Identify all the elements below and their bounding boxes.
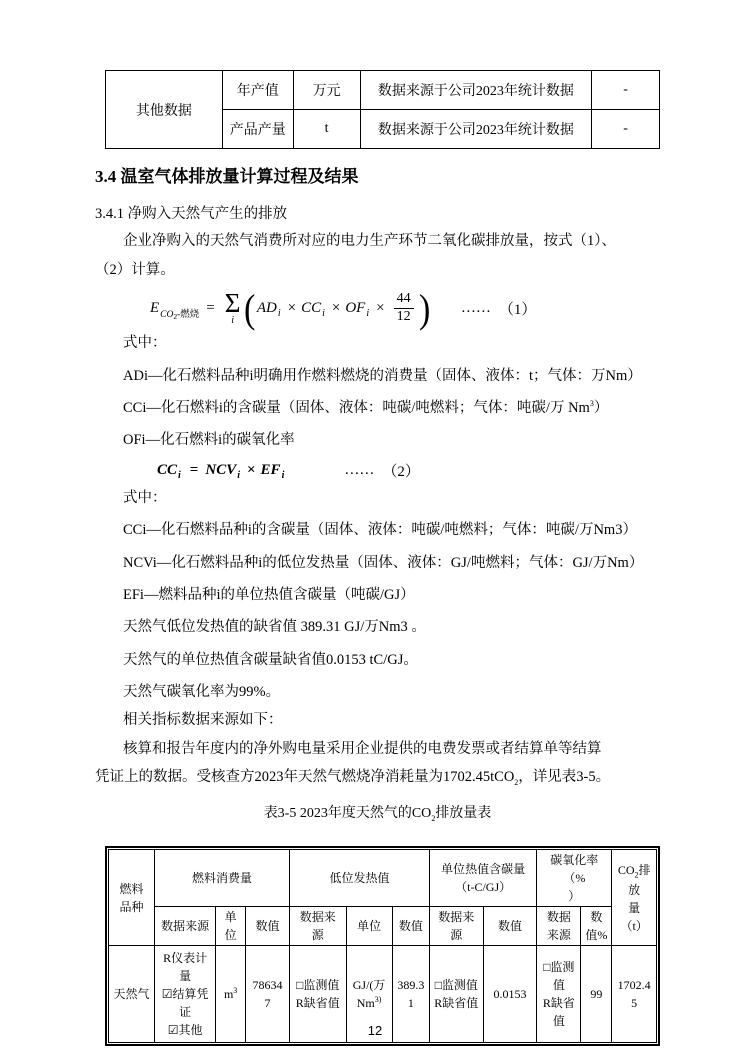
definition-line: 天然气碳氧化率为99%。 [123, 683, 281, 700]
equals-sign: = [189, 461, 199, 478]
ncv-source-cell: □监测值 R缺省值 [290, 946, 347, 1043]
formula-term: $AD_i$ [256, 300, 281, 320]
subheader-cell: 单位 [346, 907, 392, 946]
times-sign: × [246, 461, 256, 478]
formula-1 [150, 285, 660, 331]
formula-term: $CC_i$ [301, 300, 325, 320]
subheader-cell: 数据来源 [290, 907, 347, 946]
times-sign: × [331, 300, 341, 317]
open-paren: ( [244, 285, 256, 331]
source-note: 相关指标数据来源如下： [123, 712, 283, 729]
formula-term: $NCV_i$ [205, 461, 240, 481]
where-label: 式中： [123, 335, 167, 352]
definition-line: NCVi—化石燃料品种i的低位发热量（固体、液体：GJ/吨燃料；气体：GJ/万Nm） [123, 554, 644, 571]
formula-number: （1） [498, 302, 537, 319]
carbon-source-cell: □监测值 R缺省值 [429, 946, 483, 1043]
subheader-cell: 数据来源 [537, 907, 581, 946]
value-cell: - [592, 71, 660, 110]
subsection-heading: 3.4.1 净购入天然气产生的排放 [95, 206, 288, 222]
definition-line: 天然气的单位热值含碳量缺省值0.0153 tC/GJ。 [123, 651, 418, 668]
fraction: $\frac{44}{12}$ [394, 291, 414, 326]
unit-cell: t [293, 110, 360, 149]
equals-sign: = [206, 300, 215, 317]
carbon-value-cell: 0.0153 [483, 946, 537, 1043]
table-subheader-row [109, 907, 657, 946]
group-label-cell: 其他数据 [106, 71, 223, 149]
times-sign: × [376, 300, 385, 317]
formula-2 [157, 460, 660, 481]
subheader-cell: 数值% [581, 907, 612, 946]
source-cell: 数据来源于公司2023年统计数据 [360, 110, 592, 149]
header-consumption: 燃料消费量 [154, 850, 289, 907]
emission-table [105, 846, 660, 1046]
subheader-cell: 数值 [245, 907, 289, 946]
formula-term: $EF_i$ [260, 461, 285, 481]
page-number: 12 [367, 1023, 383, 1038]
indicator-cell: 产品产量 [222, 110, 293, 149]
subheader-cell: 数值 [483, 907, 537, 946]
paragraph-line: 企业净购入的天然气消费所对应的电力生产环节二氧化碳排放量，按式（1）、 [123, 233, 616, 249]
times-sign: × [287, 300, 297, 317]
unit-cell: 万元 [293, 71, 360, 110]
definition-line: 天然气低位发热值的缺省值 389.31 GJ/万Nm3 。 [123, 619, 426, 636]
indicator-cell: 年产值 [222, 71, 293, 110]
consumption-value-cell: 786347 [245, 946, 289, 1043]
sum-symbol: Σ i [224, 288, 241, 327]
header-fuel: 燃料 品种 [109, 850, 155, 946]
consumption-source-cell: R仪表计量 ☑结算凭证 ☑其他 [154, 946, 215, 1043]
paragraph-line: （2）计算。 [95, 261, 175, 278]
consumption-unit-cell: $m^3$ [216, 946, 246, 1043]
formula-term: $OF_i$ [345, 300, 370, 320]
other-data-table [105, 70, 660, 149]
formula-term: $CC_i$ [157, 461, 181, 481]
formula-dots: …… [344, 461, 375, 478]
definition-line: CCi—化石燃料i的含碳量（固体、液体：吨碳/吨燃料；气体：吨碳/万 Nm$^3$） [123, 399, 609, 416]
subheader-cell: 数值 [392, 907, 429, 946]
table-caption: 表3-5 2023年度天然气的$CO_2$排放量表 [263, 805, 492, 823]
paragraph-line: 凭证上的数据。受核查方2023年天然气燃烧净消耗量为1702.45tCO$_2$，详见表3-5。 [95, 769, 611, 788]
ncv-value-cell: 389.31 [392, 946, 429, 1043]
source-cell: 数据来源于公司2023年统计数据 [360, 71, 592, 110]
definition-line: CCi—化石燃料品种i的含碳量（固体、液体：吨碳/吨燃料；气体：吨碳/万Nm3） [123, 522, 637, 539]
header-ncv: 低位发热值 [290, 850, 430, 907]
formula-lhs: $E_{CO_2-燃烧}$ [150, 300, 200, 322]
oxidation-value-cell: 99 [581, 946, 612, 1043]
header-oxidation: 碳氧化率（% ） [537, 850, 612, 907]
header-co2: $CO_2$排放 量 （t） [612, 850, 657, 946]
table-header-row [109, 850, 657, 907]
subheader-cell: 数据来源 [154, 907, 215, 946]
formula-dots: …… [460, 300, 491, 317]
header-carbon-content: 单位热值含碳量 （t-C/GJ） [429, 850, 536, 907]
subheader-cell: 数据来源 [429, 907, 483, 946]
section-heading: 3.4 温室气体排放量计算过程及结果 [95, 167, 359, 186]
fuel-cell: 天然气 [109, 946, 155, 1043]
definition-line: OFi—化石燃料i的碳氧化率 [123, 432, 295, 449]
oxidation-source-cell: □监测值 R缺省值 [537, 946, 581, 1043]
definition-line: ADi—化石燃料品种i明确用作燃料燃烧的消费量（固体、液体：t；气体：万Nm） [123, 367, 642, 384]
formula-number: （2） [382, 463, 420, 480]
co2-value-cell: 1702.45 [612, 946, 657, 1043]
close-paren: ) [418, 285, 430, 331]
paragraph-line: 核算和报告年度内的净外购电量采用企业提供的电费发票或者结算单等结算 [123, 740, 602, 757]
where-label: 式中： [123, 489, 167, 506]
table-row [106, 71, 660, 110]
definition-line: EFi—燃料品种i的单位热值含碳量（吨碳/GJ） [123, 586, 415, 603]
value-cell: - [592, 110, 660, 149]
ncv-unit-cell: GJ/(万Nm$^{3)}$ [346, 946, 392, 1043]
subheader-cell: 单位 [216, 907, 246, 946]
